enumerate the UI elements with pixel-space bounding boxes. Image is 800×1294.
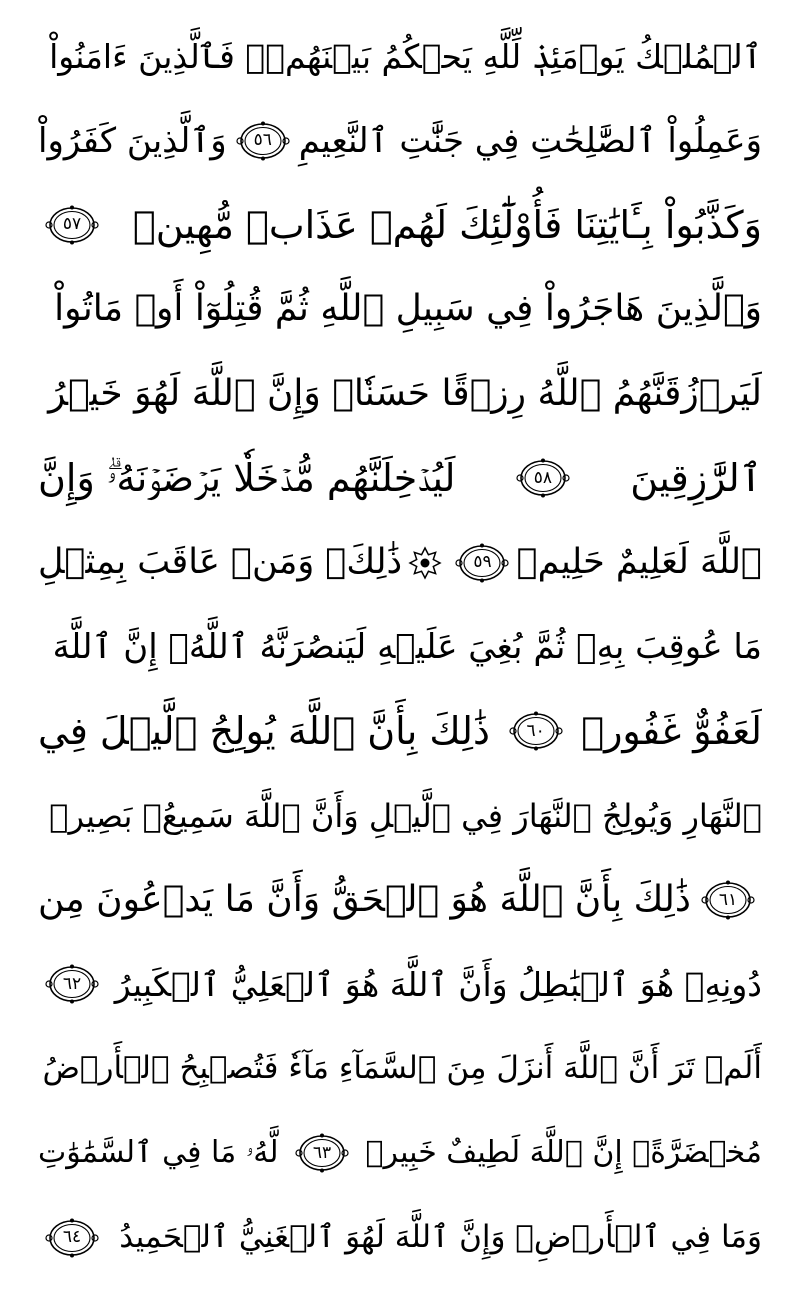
verse-text: مَا عُوقِبَ بِهِۦ ثُمَّ بُغِيَ عَلَيۡهِ لَيَنصُرَنَّهُ ٱللَّهُۗ إِنَّ ٱللَّهَ: [52, 626, 762, 667]
ayah-number-marker: [454, 542, 510, 584]
verse-line: [38, 942, 762, 1026]
hizb-star-icon: [408, 546, 442, 580]
ayah-number: ٦٤: [62, 1227, 82, 1248]
verse-text: ذَٰلِكَ بِأَنَّ ٱللَّهَ يُولِجُ ٱلَّيۡلَ فِي: [38, 709, 490, 754]
verse-line: [38, 1111, 762, 1195]
ayah-number-marker: [294, 1132, 350, 1174]
verse-text: وَكَذَّبُواْ بِـَٔايَٰتِنَا فَأُوْلَٰٓئِكَ لَهُمۡ عَذَابٞ مُّهِينٞ: [132, 202, 762, 247]
ayah-number: ٦٢: [62, 973, 82, 994]
verse-line: [38, 1027, 762, 1111]
verse-line: [38, 98, 762, 182]
verse-line: [38, 14, 762, 98]
verse-line: [38, 858, 762, 942]
ayah-number: ٥٨: [533, 467, 552, 488]
ayah-number-marker: [508, 710, 564, 752]
verse-line: [38, 520, 762, 604]
verse-text: لَعَفُوٌّ غَفُورٞ: [581, 709, 762, 754]
ayah-number-marker: [44, 1217, 100, 1259]
verse-text: ذَٰلِكَ بِأَنَّ ٱللَّهَ هُوَ ٱلۡحَقُّ وَأَنَّ مَا يَدۡعُونَ مِن: [38, 879, 691, 921]
ayah-number-marker: [44, 204, 100, 246]
ayah-number: ٦٠: [526, 720, 545, 741]
ayah-number: ٦٣: [312, 1142, 332, 1163]
verse-text: وَٱلَّذِينَ كَفَرُواْ: [38, 120, 227, 161]
verse-text: ٱلنَّهَارِ وَيُولِجُ ٱلنَّهَارَ فِي ٱلَّيۡلِ وَأَنَّ ٱللَّهَ سَمِيعُۢ بَصِيرٞ: [49, 796, 762, 835]
verse-line: [38, 689, 762, 773]
verse-line: [38, 774, 762, 858]
verse-text: أَلَمۡ تَرَ أَنَّ ٱللَّهَ أَنزَلَ مِنَ ٱلسَّمَآءِ مَآءٗ فَتُصۡبِحُ ٱلۡأَرۡضُ: [42, 1050, 762, 1087]
verse-text: ٱلرَّٰزِقِينَ: [630, 456, 762, 501]
ayah-number: ٥٧: [62, 214, 82, 235]
verse-text: لَيَرۡزُقَنَّهُمُ ٱللَّهُ رِزۡقًا حَسَنٗاۚ وَإِنَّ ٱللَّهَ لَهُوَ خَيۡرُ: [48, 372, 762, 414]
verse-text: وَٱلَّذِينَ هَاجَرُواْ فِي سَبِيلِ ٱللَّهِ ثُمَّ قُتِلُوٓاْ أَوۡ مَاتُواْ: [54, 288, 762, 330]
ayah-number-marker: [700, 879, 756, 921]
ayah-number-marker: [44, 963, 100, 1005]
ayah-number-marker: [235, 120, 291, 162]
verse-line: [38, 183, 762, 267]
hizb-marker: [408, 546, 442, 580]
verse-text: وَمَا فِي ٱلۡأَرۡضِۗ وَإِنَّ ٱللَّهَ لَهُوَ ٱلۡغَنِيُّ ٱلۡحَمِيدُ: [119, 1219, 762, 1256]
verse-line: [38, 605, 762, 689]
ayah-number: ٥٩: [473, 552, 492, 573]
verse-text: دُونِهِۦ هُوَ ٱلۡبَٰطِلُ وَأَنَّ ٱللَّهَ هُوَ ٱلۡعَلِيُّ ٱلۡكَبِيرُ: [114, 964, 762, 1004]
ayah-number: ٦١: [718, 889, 738, 910]
verse-line: [38, 1195, 762, 1279]
verse-text: مُخۡضَرَّةًۚ إِنَّ ٱللَّهَ لَطِيفٌ خَبِيرٞ: [365, 1135, 762, 1171]
verse-line: [38, 267, 762, 351]
verse-text: وَعَمِلُواْ ٱلصَّٰلِحَٰتِ فِي جَنَّٰتِ ٱلنَّعِيمِ: [298, 120, 762, 161]
verse-text: لَّهُۥ مَا فِي ٱلسَّمَٰوَٰتِ: [38, 1135, 279, 1171]
verse-text: لَيُدۡخِلَنَّهُم مُّدۡخَلٗا يَرۡضَوۡنَهُۥۗ وَإِنَّ: [38, 456, 456, 501]
verse-text: ٱلۡمُلۡكُ يَوۡمَئِذٖ لِّلَّهِ يَحۡكُمُ بَيۡنَهُمۡۚ فَٱلَّذِينَ ءَامَنُواْ: [49, 36, 762, 76]
verse-lines: [38, 14, 762, 1280]
verse-text: ذَٰلِكَۖ وَمَنۡ عَاقَبَ بِمِثۡلِ: [38, 542, 403, 583]
verse-line: [38, 352, 762, 436]
verse-text: ٱللَّهَ لَعَلِيمٌ حَلِيمٞ: [516, 542, 762, 583]
verse-line: [38, 436, 762, 520]
ayah-number-marker: [515, 457, 571, 499]
ayah-number: ٥٦: [253, 130, 272, 151]
